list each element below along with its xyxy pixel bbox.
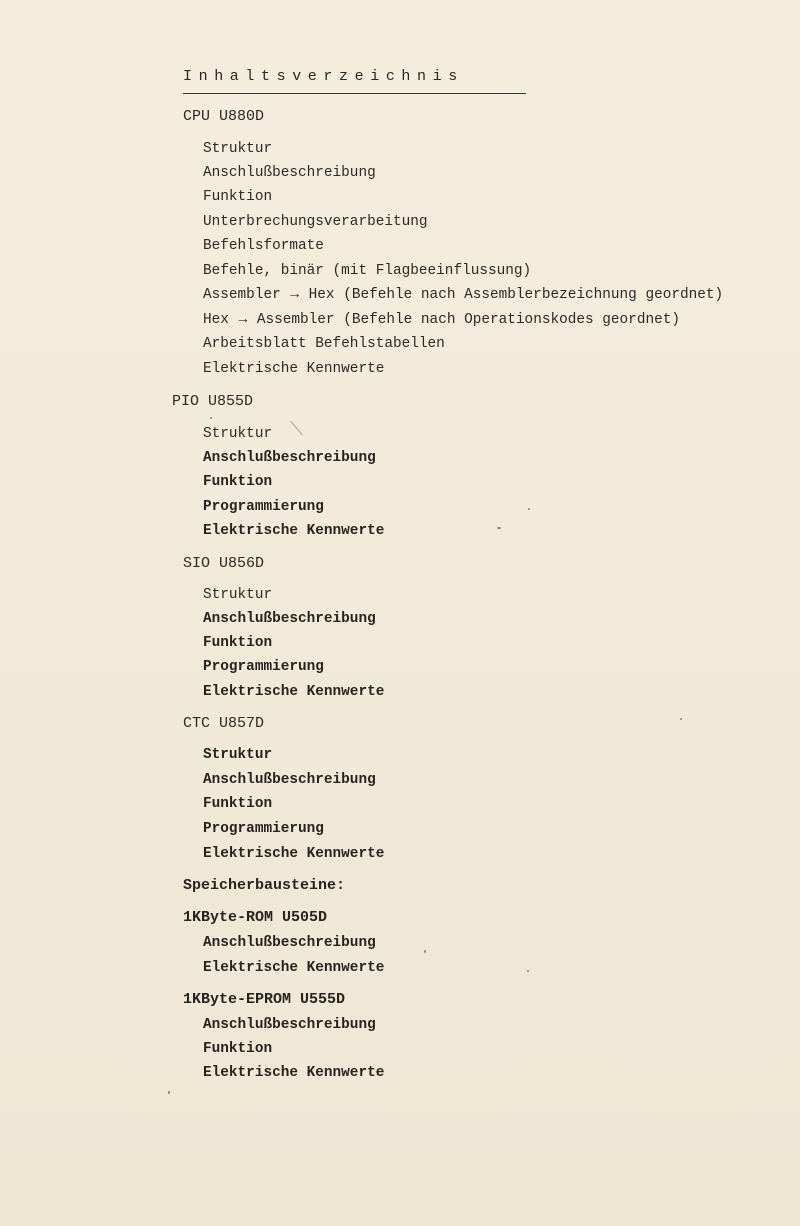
- arrow-right-icon: →: [238, 312, 248, 328]
- section-heading-rom: 1KByte-ROM U505D: [183, 909, 328, 926]
- toc-item: Anschlußbeschreibung: [203, 450, 376, 466]
- toc-item: Befehlsformate: [203, 238, 324, 254]
- toc-item: Unterbrechungsverarbeitung: [203, 214, 428, 230]
- toc-item: Struktur: [203, 587, 273, 603]
- toc-item: Struktur: [203, 747, 273, 763]
- toc-item: Funktion: [203, 1041, 273, 1057]
- scan-mark: [290, 421, 302, 435]
- toc-item: Anschlußbeschreibung: [203, 611, 376, 627]
- title-underline: [183, 93, 526, 94]
- toc-item: Elektrische Kennwerte: [203, 523, 385, 539]
- section-heading-eprom: 1KByte-EPROM U555D: [183, 991, 346, 1008]
- toc-item-left: Hex: [203, 312, 229, 328]
- scan-speck: [527, 970, 529, 972]
- toc-item: Funktion: [203, 189, 273, 205]
- toc-item: Anschlußbeschreibung: [203, 1017, 376, 1033]
- toc-item: Elektrische Kennwerte: [203, 846, 385, 862]
- toc-item: Anschlußbeschreibung: [203, 165, 376, 181]
- toc-item: Elektrische Kennwerte: [203, 1065, 385, 1081]
- section-heading-ctc: CTC U857D: [183, 715, 265, 732]
- scan-speck: [168, 1091, 170, 1094]
- toc-item: Befehle, binär (mit Flagbeeinflussung): [203, 263, 532, 279]
- toc-item: Anschlußbeschreibung: [203, 935, 376, 951]
- page-title: Inhaltsverzeichnis: [183, 68, 464, 85]
- scan-speck: [497, 527, 501, 529]
- toc-item-assembler-hex: [203, 286, 723, 304]
- toc-item: Funktion: [203, 635, 273, 651]
- section-heading-pio: PIO U855D: [172, 393, 254, 410]
- toc-item: Funktion: [203, 796, 273, 812]
- toc-item-right: Hex (Befehle nach Assemblerbezeichnung geordnet): [308, 287, 724, 303]
- section-heading-speicher: Speicherbausteine:: [183, 877, 346, 894]
- scan-speck: [680, 718, 682, 720]
- toc-item-right: Assembler (Befehle nach Operationskodes geordnet): [256, 312, 680, 328]
- toc-item: Programmierung: [203, 821, 324, 837]
- toc-item: Elektrische Kennwerte: [203, 361, 385, 377]
- scan-speck: [528, 508, 530, 510]
- toc-item: Elektrische Kennwerte: [203, 960, 385, 976]
- toc-item-hex-assembler: [203, 311, 680, 329]
- toc-item: Programmierung: [203, 499, 324, 515]
- toc-item: Arbeitsblatt Befehlstabellen: [203, 336, 445, 352]
- toc-item-left: Assembler: [203, 287, 281, 303]
- scan-speck: [424, 950, 426, 953]
- toc-item: Anschlußbeschreibung: [203, 772, 376, 788]
- toc-item: Programmierung: [203, 659, 324, 675]
- toc-item: Struktur: [203, 426, 273, 442]
- toc-item: Struktur: [203, 141, 273, 157]
- toc-item: Elektrische Kennwerte: [203, 684, 385, 700]
- arrow-right-icon: →: [290, 287, 300, 303]
- section-heading-sio: SIO U856D: [183, 555, 265, 572]
- scan-speck: [210, 417, 212, 419]
- toc-item: Funktion: [203, 474, 273, 490]
- section-heading-cpu: CPU U880D: [183, 108, 265, 125]
